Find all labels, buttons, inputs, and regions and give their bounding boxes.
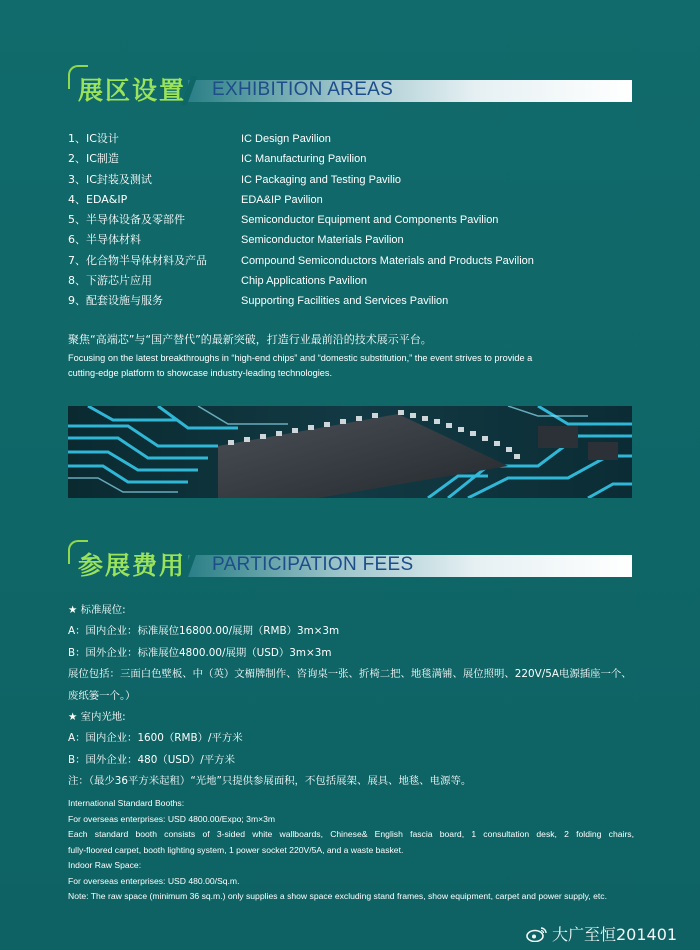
participation-fees-banner: [68, 546, 632, 580]
weibo-watermark: [526, 922, 677, 945]
fees-en-line: fully-floored carpet, booth lighting system, 1 power socket 220V/5A, and a waste basket.: [68, 844, 404, 855]
fees-line: B：国外企业：480（USD）/平方米: [68, 753, 235, 766]
exhibition-areas-banner: [68, 71, 632, 105]
list-item: [68, 271, 628, 291]
area-name-en: IC Design Pavilion: [241, 133, 331, 145]
circuit-board-illustration: [68, 406, 632, 498]
fees-line: A：国内企业：标准展位16800.00/展期（RMB）3m×3m: [68, 625, 340, 638]
exhibition-areas-title-cn: 展区设置: [78, 76, 187, 105]
fees-line: 展位包括：三面白色壁板、中（英）文楣牌制作、咨询桌一张、折椅二把、地毯满铺、展位照明、220V/5A电源插座一个、: [68, 668, 632, 681]
focus-statement-cn: 聚焦“高端芯”与“国产替代”的最新突破，打造行业最前沿的技术展示平台。: [68, 333, 432, 346]
fees-en-line: For overseas enterprises: USD 480.00/Sq.m.: [68, 875, 240, 886]
area-name-cn: 2、IC制造: [68, 152, 119, 166]
fees-line: B：国外企业：标准展位4800.00/展期（USD）3m×3m: [68, 646, 332, 659]
area-name-en: Semiconductor Materials Pavilion: [241, 234, 404, 247]
area-name-cn: 7、化合物半导体材料及产品: [68, 253, 207, 267]
list-item: [68, 170, 628, 190]
area-name-en: IC Packaging and Testing Pavilio: [241, 173, 402, 186]
fees-line: 废纸篓一个。）: [68, 689, 136, 702]
fees-line: ★ 室内光地:: [68, 710, 126, 723]
list-item: [68, 291, 628, 311]
fees-en-line: Indoor Raw Space:: [68, 860, 142, 870]
fees-line: 注：（最少36平方米起租）“光地”只提供参展面积，不包括展架、展具、地毯、电源等。: [68, 775, 472, 788]
fees-details-en: [68, 796, 634, 905]
watermark-text: 大广至恒201401: [552, 925, 678, 944]
area-name-en: Supporting Facilities and Services Pavilion: [241, 295, 449, 308]
area-name-cn: 4、EDA&IP: [68, 192, 128, 206]
fees-en-line: International Standard Booths:: [68, 798, 185, 808]
area-name-cn: 6、半导体材料: [68, 233, 141, 247]
area-name-en: Semiconductor Equipment and Components Pavilion: [241, 214, 499, 227]
list-item: [68, 251, 628, 271]
circuit-board-image: [68, 406, 632, 498]
list-item: [68, 129, 628, 149]
area-name-cn: 3、IC封装及测试: [68, 172, 152, 186]
area-name-en: IC Manufacturing Pavilion: [241, 153, 367, 166]
area-name-cn: 1、IC设计: [68, 132, 119, 145]
area-name-en: Chip Applications Pavilion: [241, 275, 367, 288]
area-name-cn: 5、半导体设备及零部件: [68, 213, 185, 227]
fees-en-line: For overseas enterprises: USD 4800.00/Expo; 3m×3m: [68, 813, 276, 824]
area-name-cn: 8、下游芯片应用: [68, 274, 152, 288]
list-item: [68, 149, 628, 169]
participation-fees-title-cn: 参展费用: [78, 551, 187, 580]
fees-details-cn: [68, 600, 638, 793]
exhibition-areas-list: [68, 129, 628, 312]
area-name-cn: 9、配套设施与服务: [68, 294, 163, 308]
list-item: [68, 210, 628, 230]
fees-line: A：国内企业：1600（RMB）/平方米: [68, 732, 243, 745]
area-name-en: EDA&IP Pavilion: [241, 193, 323, 206]
focus-statement-en: Focusing on the latest breakthroughs in “high-end chips” and “domestic substitution,” the event strives to provide a cutting-edge platform to showcase industry-leading technologies.: [68, 353, 533, 378]
participation-fees-title-en: PARTICIPATION FEES: [212, 554, 414, 575]
list-item: [68, 230, 628, 250]
weibo-icon: [526, 926, 548, 942]
area-name-en: Compound Semiconductors Materials and Products Pavilion: [241, 254, 534, 267]
exhibition-areas-title-en: EXHIBITION AREAS: [212, 79, 394, 100]
fees-en-line: Each standard booth consists of 3-sided white wallboards, Chinese& English fascia board, 1 consultation desk, 2 folding chairs,: [68, 829, 634, 839]
fees-line: ★ 标准展位:: [68, 604, 126, 616]
list-item: [68, 190, 628, 210]
fees-en-line: Note: The raw space (minimum 36 sq.m.) only supplies a show space excluding stand frames, show equipment, carpet and power supply, etc.: [68, 891, 607, 901]
